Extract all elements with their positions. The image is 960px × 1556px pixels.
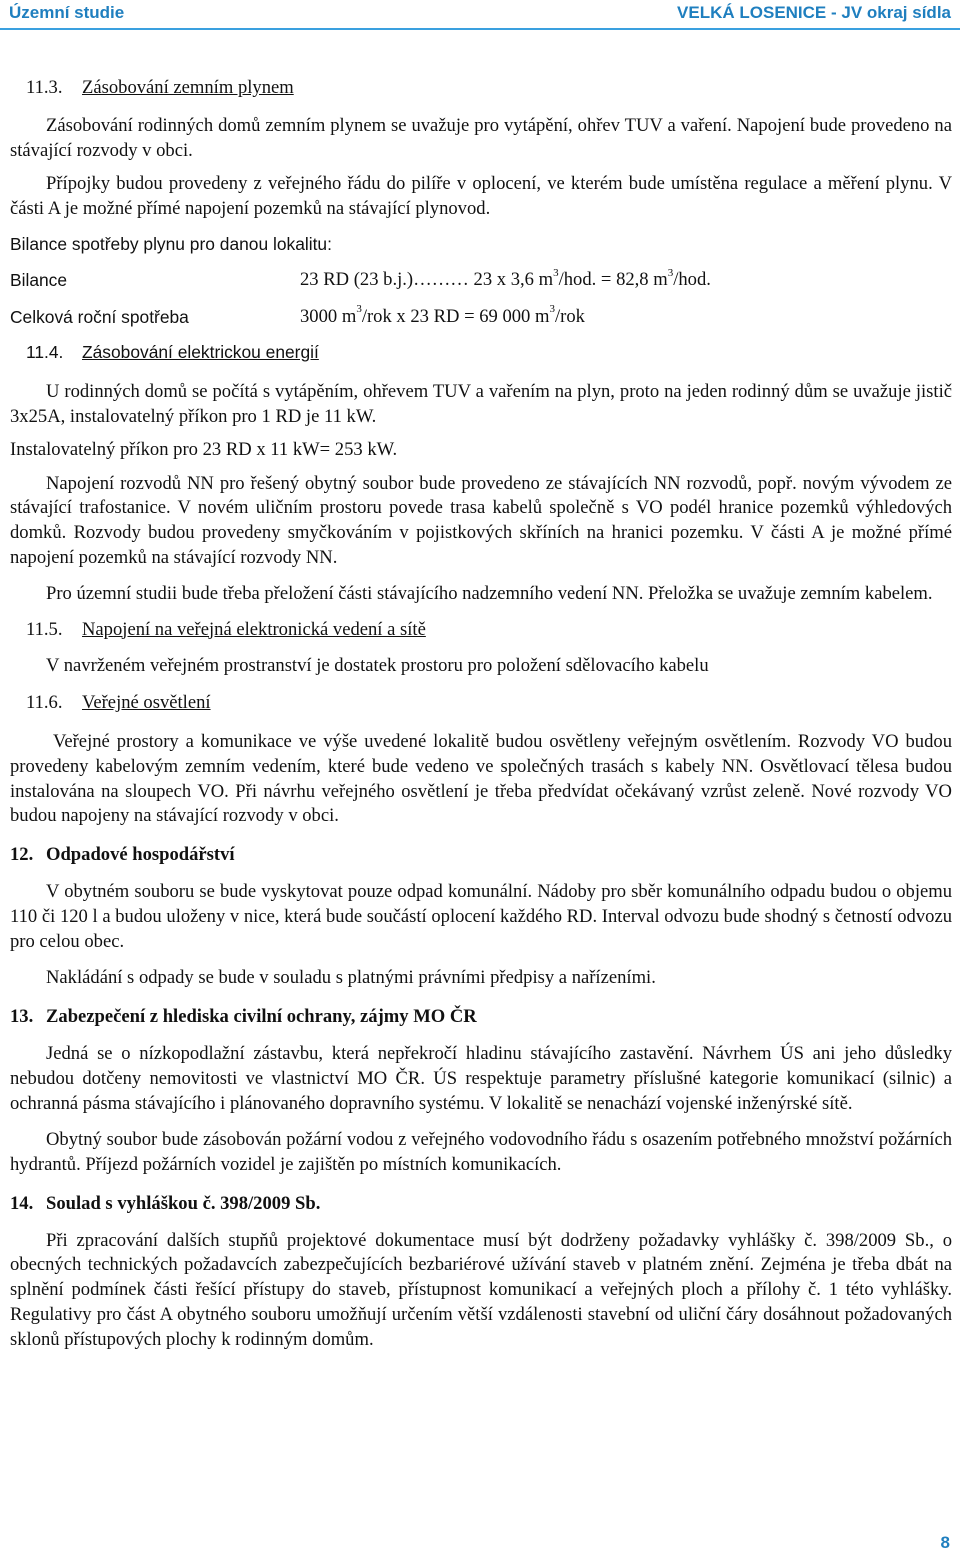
- section-11-4-heading: [10, 340, 952, 365]
- bilance-value: 23 RD (23 b.j.)……… 23 x 3,6 $m^3$/hod. = 82,8 $m^3$/hod.: [300, 266, 711, 290]
- paragraph: Jedná se o nízkopodlažní zástavbu, která nepřekročí hladinu stávajícího zastavění. Návrhem ÚS ani jeho důsledky nebudou dotčeny nemovitosti ve vlastnictví MO ČR. ÚS respektuje parametry příslušné kategorie komunikací (silnic) a ochranná pásma stávajícího i plánovaného dopravního systému. V lokalitě se nenachází vojenské inženýrské sítě.: [10, 1042, 952, 1114]
- paragraph: Pro územní studii bude třeba přeložení části stávajícího nadzemního vedení NN. Přeložka se uvažuje zemním kabelem.: [46, 582, 933, 604]
- header-right-title: VELKÁ LOSENICE - JV okraj sídla: [677, 3, 951, 22]
- paragraph: V navrženém veřejném prostranství je dostatek prostoru pro položení sdělovacího kabelu: [46, 655, 709, 677]
- section-title: Napojení na veřejná elektronická vedení a sítě: [82, 618, 426, 640]
- section-number: 11.5.: [26, 618, 63, 640]
- bilance-label: Bilance: [10, 269, 68, 290]
- document-body: [10, 76, 952, 1353]
- page-number: 8: [940, 1533, 950, 1552]
- header-divider: [0, 28, 960, 30]
- consumption-row: [10, 305, 952, 330]
- bilance-title: Bilance spotřeby plynu pro danou lokalitu:: [10, 233, 332, 254]
- section-number: 13.: [10, 1006, 34, 1028]
- section-title: Zásobování elektrickou energií: [82, 342, 319, 363]
- section-title: Zásobování zemním plynem: [82, 77, 294, 98]
- paragraph: V obytném souboru se bude vyskytovat pouze odpad komunální. Nádoby pro sběr komunálního odpadu budou o objemu 110 či 120 l a budou uloženy v nice, která bude součástí oplocení každého RD. Interval odvozu bude shodný s četností odvozu pro celou obec.: [10, 880, 952, 952]
- paragraph: Veřejné prostory a komunikace ve výše uvedené lokalitě budou osvětleny veřejným osvětlením. Rozvody VO budou provedeny kabelovým zemním vedením, které bude vedeno ve společných trasách s kabely NN. Osvětlovací tělesa budou instalována na sloupech VO. Při návrhu veřejného osvětlení je třeba předvídat očekávaný vzrůst zeleně. Nové rozvody VO budou napojeny na stávající rozvody v obci.: [10, 730, 952, 827]
- section-title: Veřejné osvětlení: [82, 692, 211, 714]
- consumption-label: Celková roční spotřeba: [10, 306, 189, 327]
- section-11-6-heading: [10, 691, 952, 716]
- section-title: Zabezpečení z hlediska civilní ochrany, zájmy MO ČR: [46, 1006, 477, 1028]
- section-12-heading: [10, 843, 952, 868]
- section-number: 11.4.: [26, 342, 64, 363]
- section-number: 11.6.: [26, 692, 63, 714]
- section-number: 12.: [10, 844, 34, 866]
- page-header: [0, 0, 960, 28]
- section-title: Soulad s vyhláškou č. 398/2009 Sb.: [46, 1192, 321, 1214]
- header-left-title: Územní studie: [9, 3, 125, 22]
- consumption-value: 3000 $m^3$/rok x 23 RD = 69 000 $m^3$/rok: [300, 303, 585, 327]
- paragraph: Při zpracování dalších stupňů projektové dokumentace musí být dodrženy požadavky vyhlášky č. 398/2009 Sb., o obecných technických požadavcích zabezpečujících bezbariérové užívání staveb v platném znění. Zejména je třeba dbát na splnění podmínek části řešící přístupy do staveb, přístupnost komunikací a veřejných ploch a přílohy č. 1 této vyhlášky. Regulativy pro část A obytného souboru umožňují určením větší vzdálenosti stavební od uliční čáry dosáhnout požadovaných sklonů přístupových plochy k rodinným domům.: [10, 1229, 952, 1350]
- paragraph: Obytný soubor bude zásobován požární vodou z veřejného vodovodního řádu s osazením potřebného množství požárních hydrantů. Příjezd požárních vozidel je zajištěn po místních komunikacích.: [10, 1129, 952, 1176]
- paragraph: Zásobování rodinných domů zemním plynem se uvažuje pro vytápění, ohřev TUV a vaření. Napojení bude provedeno na stávající rozvody v obci.: [10, 114, 952, 161]
- paragraph: Nakládání s odpady se bude v souladu s platnými právními předpisy a nařízeními.: [46, 967, 656, 989]
- paragraph: Instalovatelný příkon pro 23 RD x 11 kW= 253 kW.: [10, 438, 398, 460]
- paragraph: U rodinných domů se počítá s vytápěním, ohřevem TUV a vařením na plyn, proto na jeden rodinný dům se uvažuje jistič 3x25A, instalovatelný příkon pro 1 RD je 11 kW.: [10, 381, 952, 427]
- section-14-heading: [10, 1192, 952, 1217]
- bilance-row: [10, 268, 952, 293]
- paragraph: Přípojky budou provedeny z veřejného řádu do pilíře v oplocení, ve kterém bude umístěna regulace a měření plynu. V části A je možné přímé napojení pozemků na stávající plynovod.: [10, 173, 952, 220]
- section-11-5-heading: [10, 618, 952, 643]
- paragraph: Napojení rozvodů NN pro řešený obytný soubor bude provedeno ze stávajících NN rozvodů, popř. novým vývodem ze stávající trafostanice. V novém uličním prostoru povede trasa kabelů společně s VO podél hranice pozemků výhledových domků. Rozvody budou provedeny smyčkováním v pojistkových skříních na hranici pozemku. V části A je možné přímé napojení pozemků na stávající rozvody NN.: [10, 472, 952, 568]
- section-13-heading: [10, 1005, 952, 1030]
- section-title: Odpadové hospodářství: [46, 844, 235, 866]
- section-11-3-heading: [10, 76, 952, 101]
- section-number: 11.3.: [26, 77, 63, 98]
- section-number: 14.: [10, 1192, 34, 1214]
